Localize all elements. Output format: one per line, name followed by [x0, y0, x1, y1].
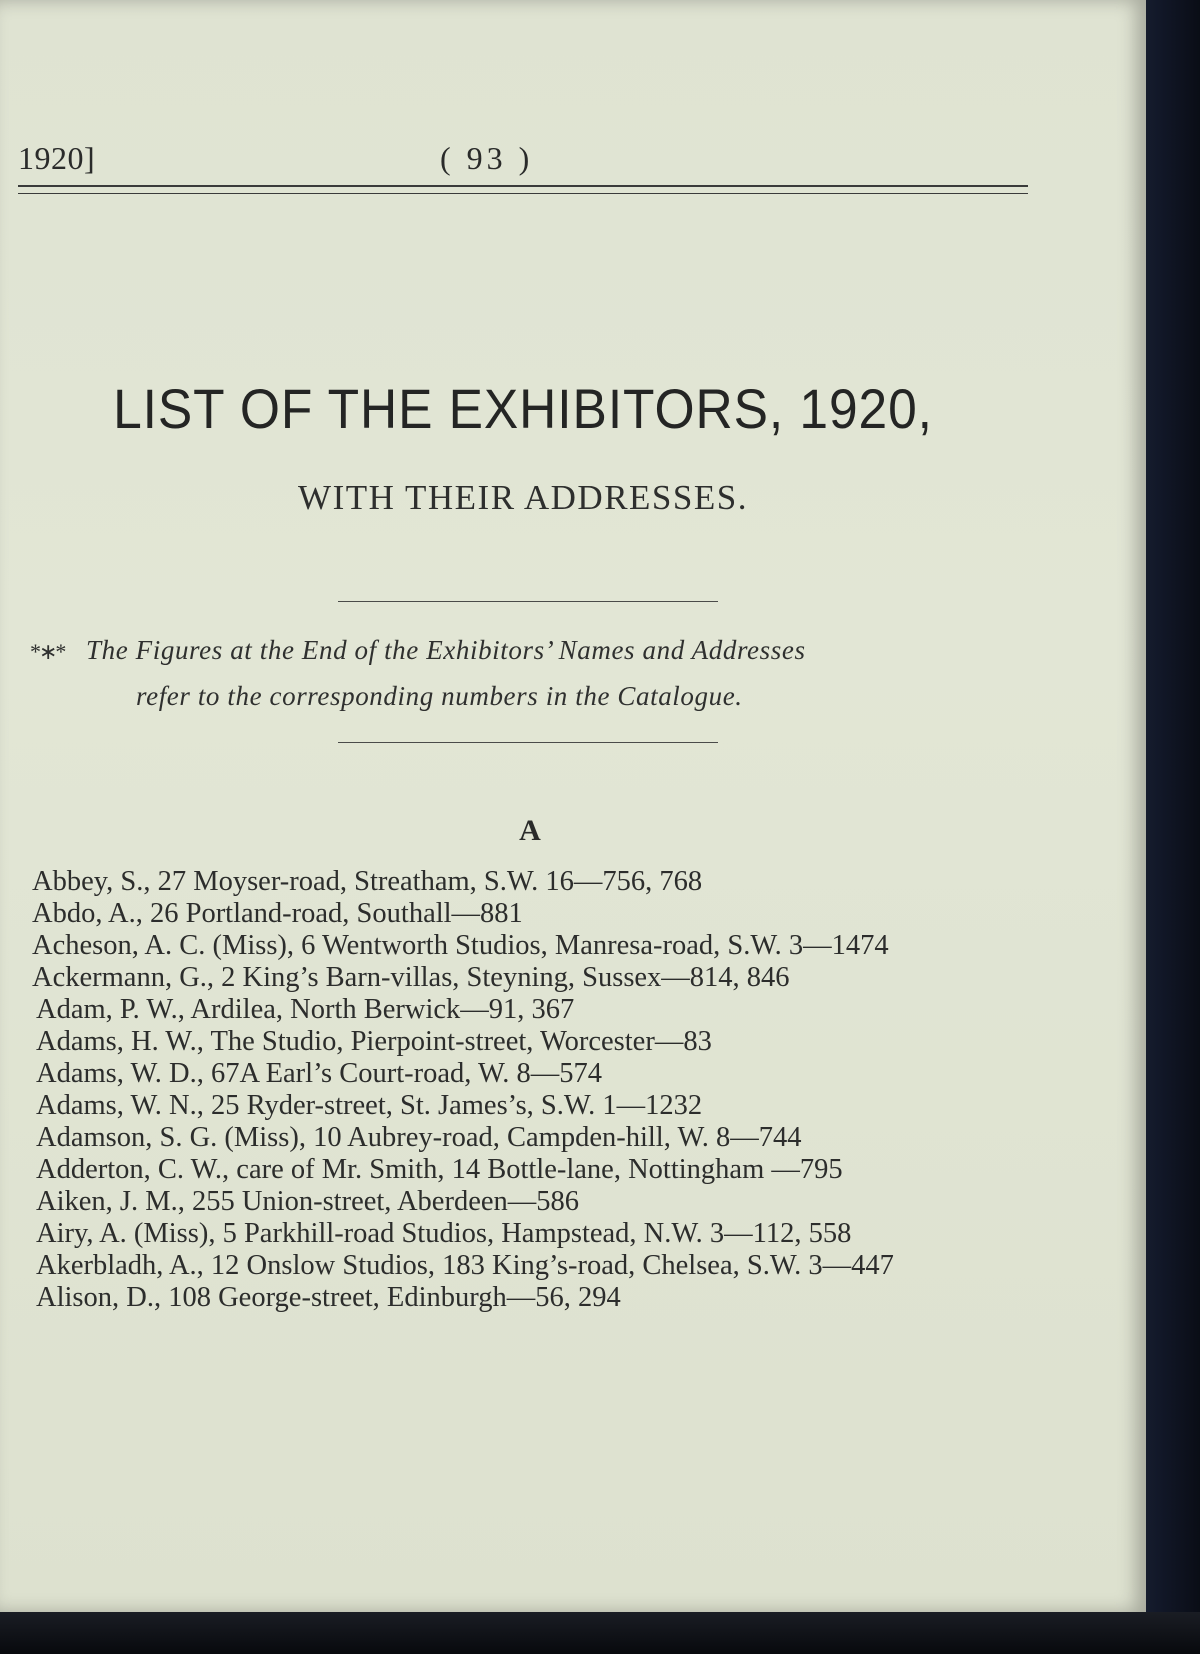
- exhibitor-list: [32, 866, 1022, 1314]
- list-item: Abdo, A., 26 Portland-road, Southall—881: [32, 898, 523, 929]
- running-head-year: 1920]: [18, 140, 96, 176]
- book-bottom-edge: [0, 1612, 1200, 1654]
- page-number: ( 93 ): [440, 140, 534, 176]
- list-item: Abbey, S., 27 Moyser-road, Streatham, S.W. 16—756, 768: [32, 866, 703, 897]
- list-item: Acheson, A. C. (Miss), 6 Wentworth Studios, Manresa-road, S.W. 3—1474: [32, 930, 889, 961]
- list-item: Airy, A. (Miss), 5 Parkhill-road Studios, Hampstead, N.W. 3—112, 558: [36, 1218, 852, 1249]
- list-item: Adams, W. D., 67A Earl’s Court-road, W. 8—574: [36, 1058, 603, 1089]
- list-item: Adderton, C. W., care of Mr. Smith, 14 Bottle-lane, Nottingham —795: [36, 1154, 843, 1185]
- list-item: Adamson, S. G. (Miss), 10 Aubrey-road, Campden-hill, W. 8—744: [36, 1122, 802, 1153]
- list-item: Akerbladh, A., 12 Onslow Studios, 183 King’s-road, Chelsea, S.W. 3—447: [36, 1250, 894, 1281]
- list-item: Adams, H. W., The Studio, Pierpoint-street, Worcester—83: [36, 1026, 712, 1057]
- divider-bottom: [338, 742, 718, 743]
- asterism-icon: *∗*: [30, 639, 65, 664]
- list-item: Ackermann, G., 2 King’s Barn-villas, Steyning, Sussex—814, 846: [32, 962, 790, 993]
- note-line-1-text: The Figures at the End of the Exhibitors’ Names and Addresses: [86, 635, 806, 665]
- list-item: Alison, D., 108 George-street, Edinburgh—56, 294: [36, 1282, 621, 1313]
- note-line-2: refer to the corresponding numbers in the Catalogue.: [136, 681, 743, 711]
- note-line-1: [30, 628, 1030, 674]
- list-item: Adams, W. N., 25 Ryder-street, St. James’s, S.W. 1—1232: [36, 1090, 703, 1121]
- header-rule: [18, 185, 1028, 194]
- list-item: Adam, P. W., Ardilea, North Berwick—91, 367: [36, 994, 575, 1025]
- explanatory-note: [30, 628, 1030, 718]
- section-letter: A: [519, 814, 541, 847]
- page-title: LIST OF THE EXHIBITORS, 1920,: [113, 377, 933, 440]
- page-subtitle: WITH THEIR ADDRESSES.: [298, 478, 748, 517]
- divider-top: [338, 601, 718, 602]
- list-item: Aiken, J. M., 255 Union-street, Aberdeen—586: [36, 1186, 579, 1217]
